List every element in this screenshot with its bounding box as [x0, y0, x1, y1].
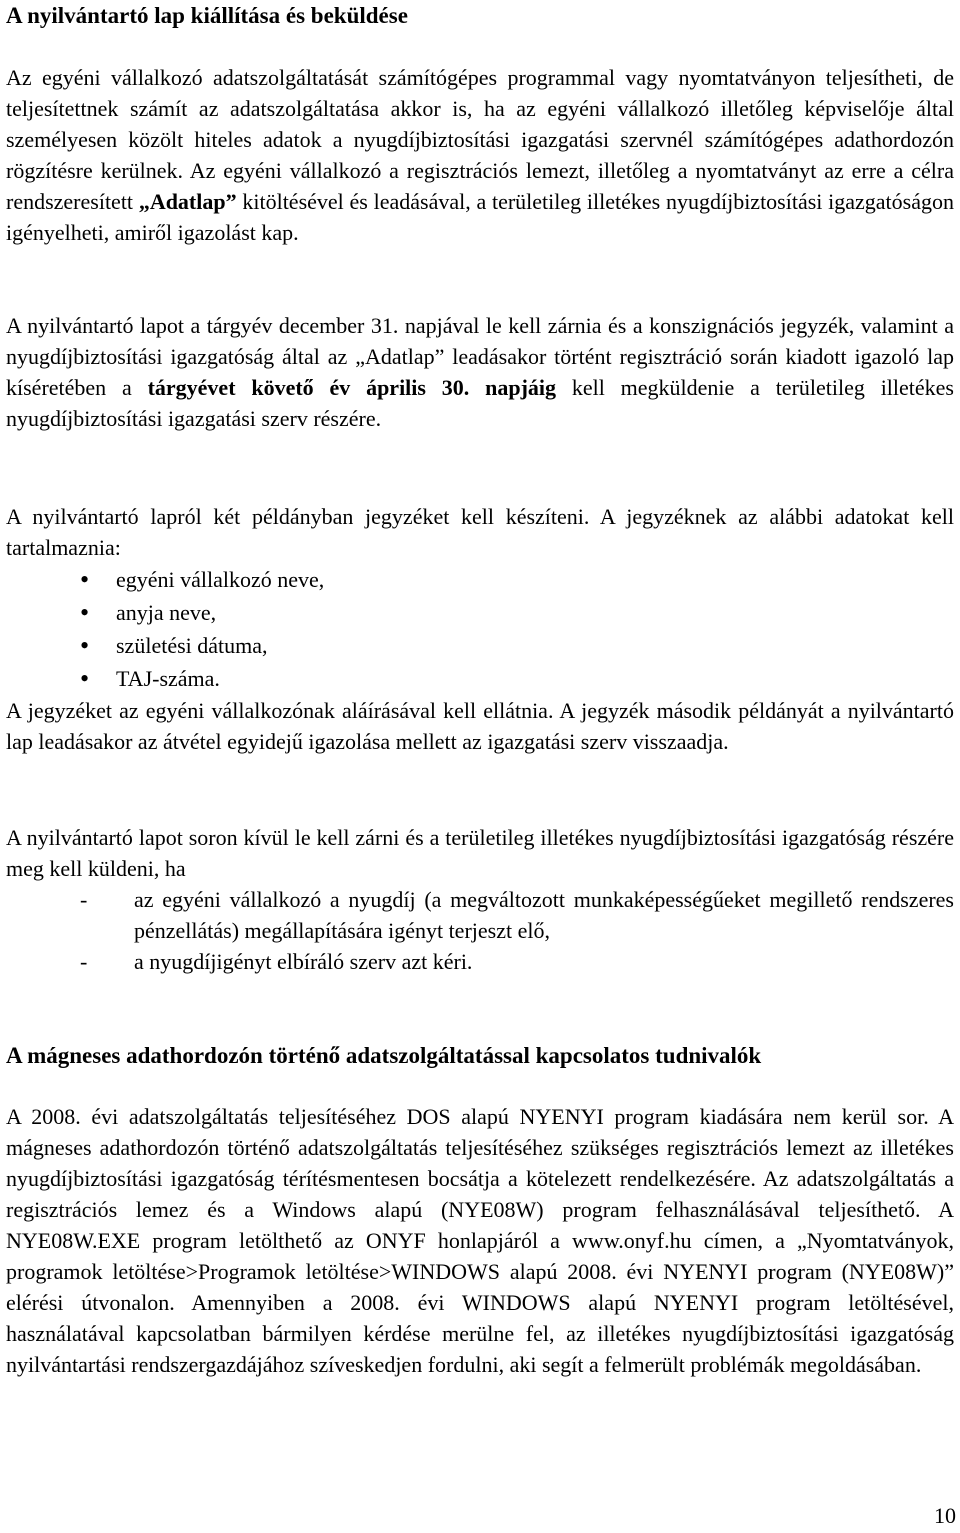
list-item: • egyéni vállalkozó neve, — [6, 563, 954, 596]
bullet-list — [6, 563, 954, 695]
page-number: 10 — [934, 1503, 956, 1528]
list-item: • születési dátuma, — [6, 629, 954, 662]
paragraph-text — [6, 310, 954, 434]
section-heading-registration: A nyilvántartó lap kiállítása és beküldése — [6, 3, 408, 28]
list-item: • anyja neve, — [6, 596, 954, 629]
text-run: kitöltésével és leadásával, a területileg illetékes nyugdíjbiztosítási igazgatóságon igényelheti, amiről igazolást kap. — [6, 189, 954, 245]
list-intro: A nyilvántartó lapot soron kívül le kell zárni és a területileg illetékes nyugdíjbiztosítási igazgatóság részére meg kell küldeni, ha — [6, 825, 954, 881]
list-item: • TAJ-száma. — [6, 662, 954, 695]
list-item: - a nyugdíjigényt elbíráló szerv azt kéri. — [6, 946, 954, 977]
list-outro: A jegyzéket az egyéni vállalkozónak aláírásával kell ellátnia. A jegyzék második példányát a nyilvántartó lap leadásakor az átvétel egyidejű igazolása mellett az igazgatási szerv visszaadja. — [6, 698, 954, 754]
bold-deadline: tárgyévet követő év április 30. napjáig — [147, 375, 557, 400]
dash-list — [6, 884, 954, 977]
paragraph-magnetic-media — [6, 1101, 954, 1380]
paragraph-extraordinary-closing — [6, 822, 954, 977]
list-intro: A nyilvántartó lapról két példányban jegyzéket kell készíteni. A jegyzéknek az alábbi adatokat kell tartalmaznia: — [6, 504, 954, 560]
text-run: A nyilvántartó lapot a tárgyév december 31. napjával le kell zárnia és a konszignációs jegyzék, valamint a nyugdíjbiztosítási igazgatóság által az „Adatlap” leadásakor történt regisztráció során kiadott igazoló lap kíséretében a — [6, 313, 954, 400]
paragraph-text — [6, 62, 954, 248]
text-run: Az egyéni vállalkozó adatszolgáltatását számítógépes programmal vagy nyomtatványon teljesítheti, de teljesítettnek számít az adatszolgáltatása akkor is, ha az egyéni vállalkozó illetőleg képviselője által személyesen közölt hiteles adatok a nyugdíjbiztosítási igazgatási szervnél számítógépes adathordozón rögzítésre kerülnek. Az egyéni vállalkozó a regisztrációs lemezt, illetőleg a nyomtatványt az erre a célra rendszeresített — [6, 65, 954, 214]
bold-adatlap: „Adatlap” — [138, 189, 237, 214]
paragraph-closing-deadline — [6, 310, 954, 434]
list-item: - az egyéni vállalkozó a nyugdíj (a megváltozott munkaképességűeket megillető rendszeres pénzellátás) megállapítására igényt terjeszt elő, — [6, 884, 954, 946]
text-run: kell megküldenie a területileg illetékes nyugdíjbiztosítási igazgatási szerv részére. — [6, 375, 954, 431]
paragraph-text: A 2008. évi adatszolgáltatás teljesítéséhez DOS alapú NYENYI program kiadására nem kerül sor. A mágneses adathordozón történő adatszolgáltatás teljesítéséhez szükséges regisztrációs lemezt az illetékes nyugdíjbiztosítási igazgatóság térítésmentesen bocsátja a kötelezett rendelkezésére. Az adatszolgáltatás a regisztrációs lemez és a Windows alapú (NYE08W) program felhasználásával teljesíthető. A NYE08W.EXE program letölthető az ONYF honlapjáról a www.onyf.hu címen, a „Nyomtatványok, programok letöltése>Programok letöltése>WINDOWS alapú 2008. évi NYENYI program (NYE08W)” elérési útvonalon. Amennyiben a 2008. évi WINDOWS alapú NYENYI program letöltésével, használatával kapcsolatban bármilyen kérdése merülne fel, az illetékes nyugdíjbiztosítási igazgatóság nyilvántartási rendszergazdájához szíveskedjen fordulni, aki segít a felmerült problémák megoldásában. — [6, 1104, 954, 1377]
section-heading-magnetic-media: A mágneses adathordozón történő adatszolgáltatással kapcsolatos tudnivalók — [6, 1043, 762, 1068]
paragraph-register-list — [6, 501, 954, 757]
paragraph-data-submission — [6, 62, 954, 248]
